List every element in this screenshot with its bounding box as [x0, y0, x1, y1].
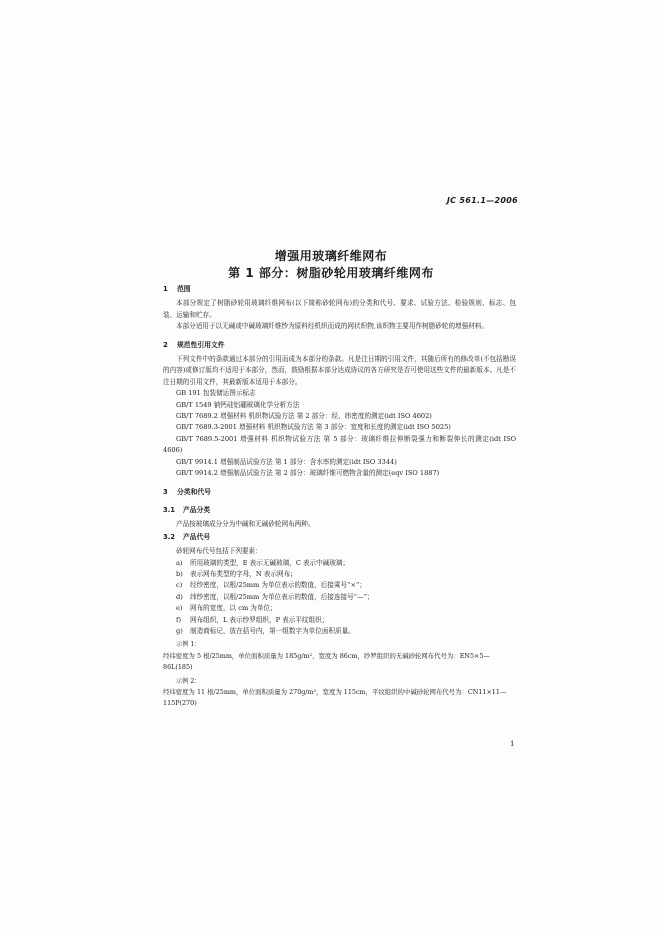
subsection-title: 产品代号: [183, 532, 211, 541]
section-heading-references: [163, 340, 516, 351]
reference-item: GB/T 9914.2 增强制品试验方法 第 2 部分：玻璃纤维可燃物含量的测定(eqv ISO 1887): [176, 469, 440, 478]
section-title: 分类和代号: [177, 487, 211, 496]
example-2-text: 经纬密度为 11 根/25mm，单位面积质量为 270g/m²，宽度为 115cm，平纹组织的中碱砂轮网布代号为：CN11×11—115P(270): [163, 688, 507, 708]
product-classification-text: 产品按玻璃成分分为中碱和无碱砂轮网布两种。: [176, 520, 315, 529]
list-item: c) 经纱密度，以根/25mm 为单位表示的数值，后接乘号“×”；: [176, 581, 366, 590]
section-heading-scope: [163, 284, 516, 295]
reference-item: GB/T 7689.2 增强材料 机织物试验方法 第 2 部分：经、纬密度的测定(idt ISO 4602): [176, 412, 432, 421]
list-item: e) 网布的宽度，以 cm 为单位；: [176, 604, 277, 613]
subsection-heading-product-code: [163, 532, 516, 543]
references-paragraph: 下列文件中的条款通过本部分的引用而成为本部分的条款。凡是注日期的引用文件，其随后所有的修改单(不包括勘误的内容)或修订版均不适用于本部分，然而，鼓励根据本部分达成协议的各方研究是否可使用这些文件的最新版本。凡是不注日期的引用文件，其最新版本适用于本部分。: [163, 355, 516, 386]
subsection-title: 产品分类: [183, 505, 211, 514]
reference-item: GB/T 7689.3-2001 增强材料 机织物试验方法 第 3 部分：宽度和长度的测定(idt ISO 5025): [176, 423, 451, 432]
scope-paragraph-1: 本部分规定了树脂砂轮用玻璃纤维网布(以下简称砂轮网布)的分类和代号、要求、试验方法、检验规则、标志、包装、运输和贮存。: [163, 299, 516, 319]
document-body: [163, 284, 516, 710]
subsection-number: 3.2: [163, 532, 176, 541]
section-title: 规范性引用文件: [177, 340, 225, 349]
section-heading-classification: [163, 487, 516, 498]
subsection-heading-product-classification: [163, 505, 516, 516]
example-2-label: 示例 2：: [176, 677, 201, 685]
section-title: 范围: [177, 285, 191, 293]
reference-item: GB/T 7689.5-2001 增强材料 机织物试验方法 第 5 部分：玻璃纤维拉伸断裂强力和断裂伸长的测定(idt ISO 4606): [163, 434, 516, 455]
section-number: 3: [163, 487, 168, 496]
standard-code: JC 561.1—2006: [446, 196, 518, 205]
section-number: 1: [163, 285, 168, 293]
scope-paragraph-2: 本部分适用于以无碱或中碱玻璃纤维纱为原料经机织而成的网状织物,该织物主要用作树脂砂轮的增强材料。: [176, 322, 489, 331]
document-title: 增强用玻璃纤维网布: [274, 249, 388, 263]
example-1-label: 示例 1：: [176, 641, 201, 649]
product-code-intro: 砂轮网布代号包括下列要素：: [176, 547, 262, 556]
list-item: f) 网布组织，L 表示纱罗组织，P 表示平纹组织；: [176, 615, 329, 624]
subsection-number: 3.1: [163, 505, 176, 514]
document-subtitle: 第 1 部分：树脂砂轮用玻璃纤维网布: [228, 266, 434, 280]
example-1-text: 经纬密度为 5 根/25mm，单位面积质量为 185g/m²，宽度为 86cm，纱罗组织的无碱砂轮网布代号为：EN5×5—86L(185): [163, 651, 490, 672]
list-item: b) 表示网布类型的字母，N 表示网布；: [176, 569, 297, 578]
reference-item: GB 191 包装储运图示标志: [176, 389, 256, 398]
reference-item: GB/T 9914.1 增强制品试验方法 第 1 部分：含水率的测定(idt ISO 3344): [176, 457, 397, 466]
list-item: g) 制造商标记，放在括号内，第一组数字为单位面积质量。: [176, 626, 355, 635]
reference-item: GB/T 1549 钠钙硅铝硼玻璃化学分析方法: [176, 400, 300, 409]
list-item: a) 所用玻璃的类型，E 表示无碱玻璃，C 表示中碱玻璃；: [176, 558, 350, 567]
page-number: 1: [510, 740, 515, 748]
section-number: 2: [163, 340, 168, 349]
list-item: d) 纬纱密度，以根/25mm 为单位表示的数值，后接连接号“—”；: [176, 592, 374, 601]
